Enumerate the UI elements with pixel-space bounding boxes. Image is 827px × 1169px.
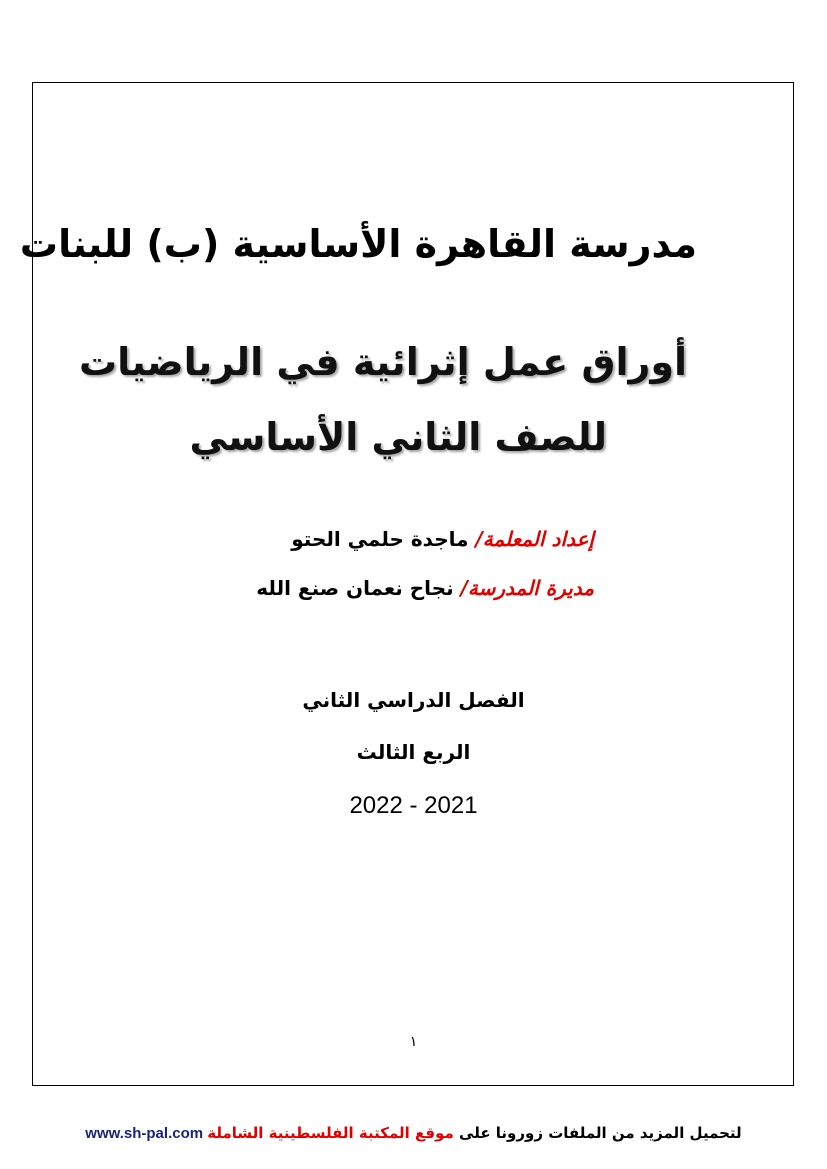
worksheet-title: أوراق عمل إثرائية في الرياضيات	[78, 340, 687, 384]
teacher-credit	[291, 527, 594, 551]
academic-year: 2022 - 2021	[349, 792, 478, 819]
worksheet-grade: للصف الثاني الأساسي	[189, 415, 607, 459]
footer-url-link[interactable]: www.sh-pal.com	[85, 1125, 208, 1142]
principal-role-label: مديرة المدرسة/	[460, 576, 594, 600]
teacher-name: ماجدة حلمي الحتو	[291, 527, 476, 551]
footer-prefix: لتحميل المزيد من الملفات زورونا على	[453, 1124, 742, 1142]
quarter-label: الربع الثالث	[356, 740, 471, 764]
footer-site-name[interactable]: موقع المكتبة الفلسطينية الشاملة	[207, 1124, 454, 1142]
footer-banner	[0, 1124, 827, 1142]
teacher-role-label: إعداد المعلمة/	[475, 527, 594, 551]
principal-credit	[256, 576, 594, 600]
principal-name: نجاح نعمان صنع الله	[256, 576, 461, 600]
school-name: مدرسة القاهرة الأساسية (ب) للبنات	[19, 222, 697, 266]
page-number: ١	[409, 1034, 418, 1050]
semester-label: الفصل الدراسي الثاني	[302, 688, 525, 712]
